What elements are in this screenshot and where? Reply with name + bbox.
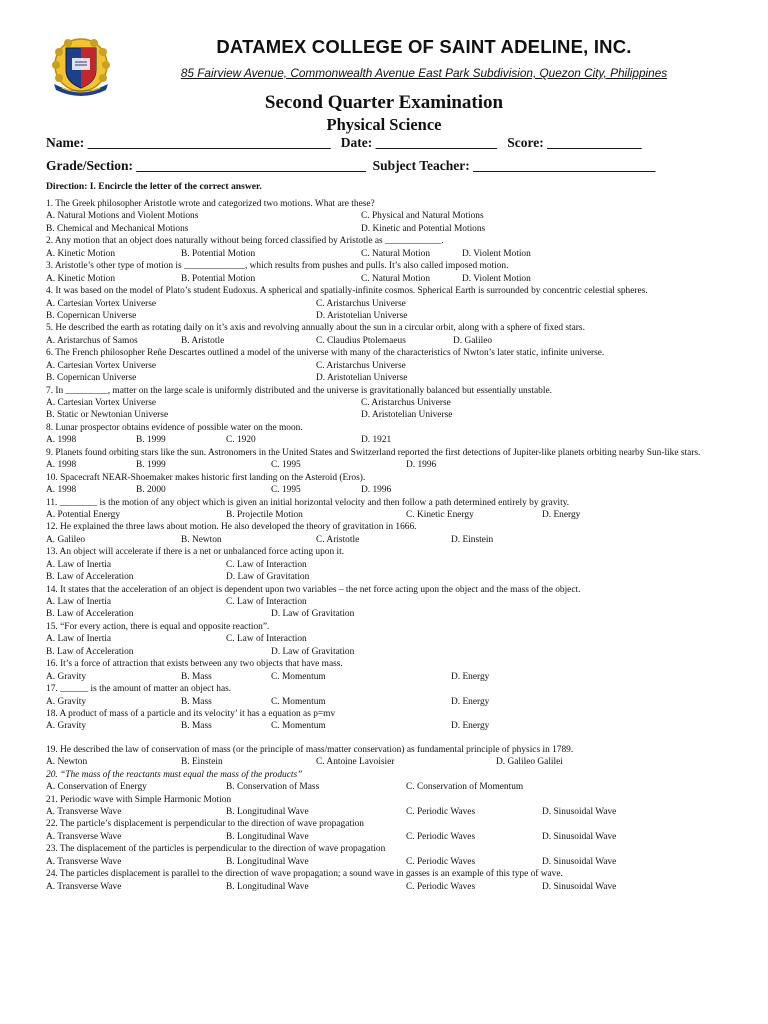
option-c[interactable]: C. Kinetic Energy xyxy=(406,509,474,520)
option-c[interactable]: C. Momentum xyxy=(271,671,326,682)
option-c[interactable]: C. 1995 xyxy=(271,460,301,471)
option-c[interactable]: C. Natural Motion xyxy=(361,248,431,259)
option-b[interactable]: B. Law of Acceleration xyxy=(46,572,134,583)
subject-title: Physical Science xyxy=(326,115,442,134)
question-item xyxy=(46,843,726,868)
question-item xyxy=(46,198,726,235)
option-a[interactable]: A. Transverse Wave xyxy=(46,881,122,892)
option-b[interactable]: B. Potential Motion xyxy=(181,248,256,259)
option-a[interactable]: A. Conservation of Energy xyxy=(46,782,147,793)
option-d[interactable]: D. Energy xyxy=(451,671,490,682)
question-text: 17. ______ is the amount of matter an object has. xyxy=(46,684,232,695)
option-d[interactable]: D. Sinusoidal Wave xyxy=(542,856,617,867)
question-text: 18. A product of mass of a particle and its velocity’ it has a equation as p=mv xyxy=(46,708,336,719)
question-text: 13. An object will accelerate if there is a net or unbalanced force acting upon it. xyxy=(46,547,345,558)
option-d[interactable]: D. Aristotelian Universe xyxy=(361,410,453,421)
option-b[interactable]: B. Longitudinal Wave xyxy=(226,831,309,842)
question-item xyxy=(46,235,726,260)
question-text: 4. It was based on the model of Plato’s student Eudoxus. A spherical and spatially-infinite cosmos. Spherical Earth is surrounded by concentric celestial spheres. xyxy=(46,286,648,297)
option-d[interactable]: D. Kinetic and Potential Motions xyxy=(361,223,486,234)
question-item xyxy=(46,521,726,546)
option-d[interactable]: D. Aristotelian Universe xyxy=(316,310,408,321)
question-item xyxy=(46,447,726,472)
option-d[interactable]: D. Aristotelian Universe xyxy=(316,373,408,384)
option-a[interactable]: A. Gravity xyxy=(46,696,87,707)
option-a[interactable]: A. Potential Energy xyxy=(46,509,121,520)
option-a[interactable]: A. 1998 xyxy=(46,460,77,471)
question-item xyxy=(46,347,726,384)
option-a[interactable]: A. Cartesian Vortex Universe xyxy=(46,398,157,409)
question-item xyxy=(46,708,726,733)
option-a[interactable]: A. Cartesian Vortex Universe xyxy=(46,360,157,371)
option-b[interactable]: B. Einstein xyxy=(181,757,223,768)
option-d[interactable]: D. Energy xyxy=(451,696,490,707)
option-a[interactable]: A. Gravity xyxy=(46,721,87,732)
option-c[interactable]: C. Physical and Natural Motions xyxy=(361,211,484,222)
section-gap xyxy=(46,733,726,744)
option-a[interactable]: A. Galileo xyxy=(46,534,86,545)
question-text: 21. Periodic wave with Simple Harmonic Motion xyxy=(46,794,232,805)
question-text: 20. “The mass of the reactants must equal the mass of the products” xyxy=(46,769,303,780)
option-c[interactable]: C. Periodic Waves xyxy=(406,881,476,892)
question-text: 8. Lunar prospector obtains evidence of possible water on the moon. xyxy=(46,422,303,433)
question-text: 12. He explained the three laws about motion. He also developed the theory of gravitation in 1666. xyxy=(46,522,417,533)
option-b[interactable]: B. Law of Acceleration xyxy=(46,609,134,620)
option-c[interactable]: C. Periodic Waves xyxy=(406,807,476,818)
question-item xyxy=(46,285,726,322)
question-text: 19. He described the law of conservation of mass (or the principle of mass/matter conservation) as fundamental principle of physics in 1789. xyxy=(46,744,574,755)
question-text: 24. The particles displacement is parallel to the direction of wave propagation; a sound wave in gasses is an example of this type of wave. xyxy=(46,869,563,880)
question-item xyxy=(46,472,726,497)
option-d[interactable]: D. Violent Motion xyxy=(462,273,531,284)
question-item xyxy=(46,744,726,769)
question-text: 14. It states that the acceleration of an object is dependent upon two variables – the net force acting upon the object and the mass of the object. xyxy=(46,584,581,595)
option-b[interactable]: B. 2000 xyxy=(136,485,166,496)
option-c[interactable]: C. Claudius Ptolemaeus xyxy=(316,335,406,346)
grade-teacher-line: Grade/Section: __________________________________ Subject Teacher: ___________________________ xyxy=(46,158,656,173)
option-d[interactable]: D. Violent Motion xyxy=(462,248,531,259)
question-item xyxy=(46,422,726,447)
question-item xyxy=(46,683,726,708)
question-text: 9. Planets found orbiting stars like the sun. Astronomers in the United States and Switzerland reported the first detections of Jupiter-like planets orbiting nearby Sun-like stars. xyxy=(46,447,701,458)
question-text: 15. “For every action, there is equal and opposite reaction”. xyxy=(46,621,270,632)
option-a[interactable]: A. 1998 xyxy=(46,435,77,446)
option-b[interactable]: B. 1999 xyxy=(136,435,166,446)
question-item xyxy=(46,584,726,621)
option-d[interactable]: D. Law of Gravitation xyxy=(226,572,310,583)
option-b[interactable]: B. Potential Motion xyxy=(181,273,256,284)
question-text: 22. The particle’s displacement is perpendicular to the direction of wave propagation xyxy=(46,819,364,830)
option-d[interactable]: D. Galileo xyxy=(453,335,493,346)
option-d[interactable]: D. Energy xyxy=(542,509,581,520)
option-d[interactable]: D. 1921 xyxy=(361,435,392,446)
option-b[interactable]: B. Copernican Universe xyxy=(46,373,137,384)
question-item xyxy=(46,260,726,285)
question-item xyxy=(46,497,726,522)
option-c[interactable]: C. Law of Interaction xyxy=(226,597,307,608)
option-a[interactable]: A. Natural Motions and Violent Motions xyxy=(46,211,199,222)
question-text: 1. The Greek philosopher Aristotle wrote and categorized two motions. What are these? xyxy=(46,199,375,209)
option-c[interactable]: C. Aristarchus Universe xyxy=(316,360,406,371)
option-d[interactable]: D. Law of Gravitation xyxy=(271,646,355,657)
option-a[interactable]: A. Transverse Wave xyxy=(46,856,122,867)
option-b[interactable]: B. Longitudinal Wave xyxy=(226,807,309,818)
question-item xyxy=(46,385,726,422)
option-b[interactable]: B. Law of Acceleration xyxy=(46,646,134,657)
option-a[interactable]: A. 1998 xyxy=(46,485,77,496)
option-a[interactable]: A. Kinetic Motion xyxy=(46,273,116,284)
option-d[interactable]: D. Law of Gravitation xyxy=(271,609,355,620)
option-b[interactable]: B. Newton xyxy=(181,534,222,545)
option-c[interactable]: C. Momentum xyxy=(271,721,326,732)
option-c[interactable]: C. Periodic Waves xyxy=(406,856,476,867)
option-c[interactable]: C. Aristarchus Universe xyxy=(316,298,406,309)
option-d[interactable]: D. 1996 xyxy=(406,460,437,471)
option-c[interactable]: C. Momentum xyxy=(271,696,326,707)
question-text: 11. ________ is the motion of any object which is given an initial horizontal velocity and then follow a path determined entirely by gravity. xyxy=(46,497,570,508)
option-c[interactable]: C. Law of Interaction xyxy=(226,559,307,570)
question-text: 23. The displacement of the particles is perpendicular to the direction of wave propagation xyxy=(46,844,386,855)
option-b[interactable]: B. Conservation of Mass xyxy=(226,782,320,793)
exam-title: Second Quarter Examination xyxy=(264,92,504,113)
option-a[interactable]: A. Transverse Wave xyxy=(46,807,122,818)
question-item xyxy=(46,621,726,658)
school-name: DATAMEX COLLEGE OF SAINT ADELINE, INC. xyxy=(216,36,632,57)
option-c[interactable]: C. Conservation of Momentum xyxy=(406,782,524,793)
option-a[interactable]: A. Law of Inertia xyxy=(46,559,112,570)
option-b[interactable]: B. Mass xyxy=(181,721,212,732)
option-c[interactable]: C. Natural Motion xyxy=(361,273,431,284)
option-c[interactable]: C. Aristarchus Universe xyxy=(361,398,451,409)
option-a[interactable]: A. Kinetic Motion xyxy=(46,248,116,259)
question-text: 2. Any motion that an object does naturally without being forced classified by Aristotle as ____________. xyxy=(46,236,444,247)
option-a[interactable]: A. Transverse Wave xyxy=(46,831,122,842)
option-a[interactable]: A. Law of Inertia xyxy=(46,634,112,645)
question-item xyxy=(46,769,726,794)
option-c[interactable]: C. Aristotle xyxy=(316,534,360,545)
name-date-score-line: Name: ____________________________________ Date: __________________ Score: ______________ xyxy=(46,135,642,150)
option-b[interactable]: B. 1999 xyxy=(136,460,166,471)
option-d[interactable]: D. Sinusoidal Wave xyxy=(542,807,617,818)
option-b[interactable]: B. Longitudinal Wave xyxy=(226,856,309,867)
option-b[interactable]: B. Mass xyxy=(181,696,212,707)
question-item xyxy=(46,794,726,819)
question-text: 3. Aristotle’s other type of motion is _____________, which results from pushes and pulls. It’s also called imposed motion. xyxy=(46,261,509,272)
question-list xyxy=(46,198,726,893)
option-b[interactable]: B. Mass xyxy=(181,671,212,682)
question-text: 16. It’s a force of attraction that exists between any two objects that have mass. xyxy=(46,659,343,670)
question-item xyxy=(46,658,726,683)
option-d[interactable]: D. Sinusoidal Wave xyxy=(542,881,617,892)
school-address: 85 Fairview Avenue, Commonwealth Avenue East Park Subdivision, Quezon City, Philippines xyxy=(180,66,668,80)
option-b[interactable]: B. Chemical and Mechanical Motions xyxy=(46,223,189,234)
direction-text: Direction: I. Encircle the letter of the correct answer. xyxy=(46,181,262,192)
option-c[interactable]: C. 1920 xyxy=(226,435,256,446)
school-seal-icon xyxy=(44,36,118,98)
option-a[interactable]: A. Newton xyxy=(46,757,88,768)
option-d[interactable]: D. Galileo Galilei xyxy=(496,757,563,768)
option-c[interactable]: C. Periodic Waves xyxy=(406,831,476,842)
option-a[interactable]: A. Law of Inertia xyxy=(46,597,112,608)
option-a[interactable]: A. Aristarchus of Samos xyxy=(46,335,138,346)
option-d[interactable]: D. Energy xyxy=(451,721,490,732)
option-b[interactable]: B. Longitudinal Wave xyxy=(226,881,309,892)
option-d[interactable]: D. Sinusoidal Wave xyxy=(542,831,617,842)
question-item xyxy=(46,818,726,843)
question-text: 10. Spacecraft NEAR-Shoemaker makes historic first landing on the Asteroid (Eros). xyxy=(46,472,366,483)
option-a[interactable]: A. Gravity xyxy=(46,671,87,682)
option-b[interactable]: B. Aristotle xyxy=(181,335,225,346)
option-d[interactable]: D. Einstein xyxy=(451,534,494,545)
option-b[interactable]: B. Copernican Universe xyxy=(46,310,137,321)
question-text: 6. The French philosopher Reñe Descartes outlined a model of the universe with many of the characteristics of Nwton’s later static, infinite universe. xyxy=(46,348,605,359)
option-c[interactable]: C. 1995 xyxy=(271,485,301,496)
option-b[interactable]: B. Projectile Motion xyxy=(226,509,303,520)
option-b[interactable]: B. Static or Newtonian Universe xyxy=(46,410,169,421)
question-item xyxy=(46,546,726,583)
option-a[interactable]: A. Cartesian Vortex Universe xyxy=(46,298,157,309)
option-c[interactable]: C. Law of Interaction xyxy=(226,634,307,645)
question-text: 7. In _________, matter on the large scale is uniformly distributed and the universe is gravitationally balanced but essentially unstable. xyxy=(46,385,552,396)
option-c[interactable]: C. Antoine Lavoisier xyxy=(316,757,395,768)
option-d[interactable]: D. 1996 xyxy=(361,485,392,496)
question-item xyxy=(46,868,726,893)
question-item xyxy=(46,322,726,347)
question-text: 5. He described the earth as rotating daily on it’s axis and revolving annually about the sun in a circular orbit, along with a sphere of fixed stars. xyxy=(46,323,585,334)
